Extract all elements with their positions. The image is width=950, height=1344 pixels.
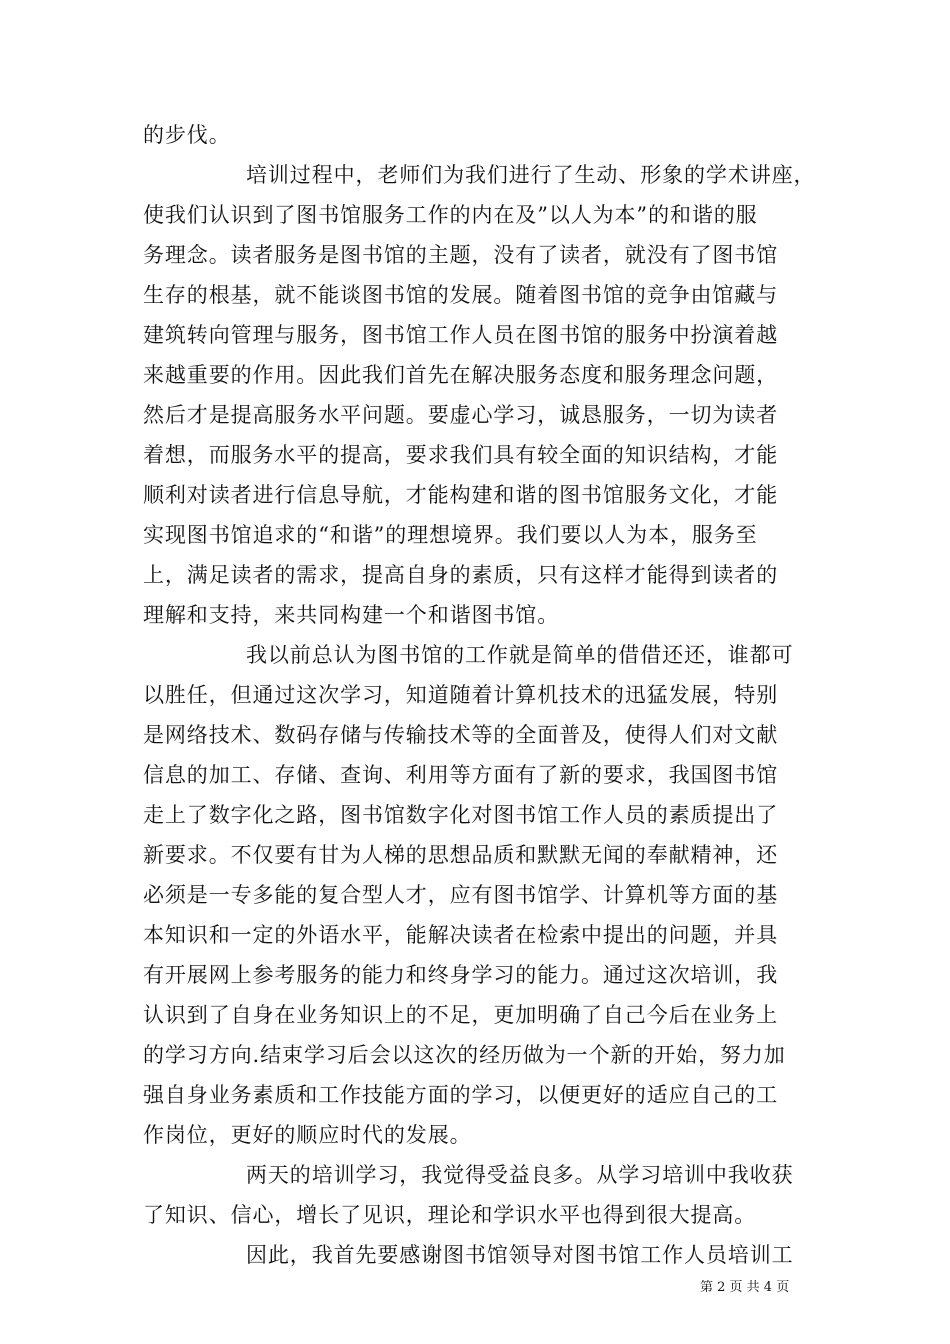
text-line: 必须是一专多能的复合型人才，应有图书馆学、计算机等方面的基 — [143, 883, 779, 907]
text-line: 是网络技术、数码存储与传输技术等的全面普及，使得人们对文献 — [143, 723, 779, 747]
page-number-footer: 第 2 页 共 4 页 — [700, 1280, 790, 1295]
text-line: 作岗位，更好的顺应时代的发展。 — [143, 1123, 472, 1147]
text-line: 务理念。读者服务是图书馆的主题，没有了读者，就没有了图书馆 — [143, 243, 779, 267]
paragraph-start: 因此，我首先要感谢图书馆领导对图书馆工作人员培训工 — [246, 1243, 794, 1267]
text-line: 强自身业务素质和工作技能方面的学习，以便更好的适应自己的工 — [143, 1083, 779, 1107]
text-line: 来越重要的作用。因此我们首先在解决服务态度和服务理念问题， — [143, 363, 779, 387]
text-line: 使我们认识到了图书馆服务工作的内在及”以人为本”的和谐的服 — [143, 203, 758, 227]
paragraph-start: 我以前总认为图书馆的工作就是简单的借借还还，谁都可 — [246, 643, 794, 667]
paragraph-start: 培训过程中，老师们为我们进行了生动、形象的学术讲座， — [246, 163, 816, 187]
text-line: 以胜任，但通过这次学习，知道随着计算机技术的迅猛发展，特别 — [143, 683, 779, 707]
text-line: 实现图书馆追求的“和谐”的理想境界。我们要以人为本，服务至 — [143, 523, 758, 547]
text-line: 了知识、信心，增长了见识，理论和学识水平也得到很大提高。 — [143, 1203, 757, 1227]
text-line: 顺利对读者进行信息导航，才能构建和谐的图书馆服务文化，才能 — [143, 483, 779, 507]
text-line: 建筑转向管理与服务，图书馆工作人员在图书馆的服务中扮演着越 — [143, 323, 779, 347]
text-line: 理解和支持，来共同构建一个和谐图书馆。 — [143, 603, 560, 627]
text-line: 本知识和一定的外语水平，能解决读者在检索中提出的问题，并具 — [143, 923, 779, 947]
text-line: 的学习方向.结束学习后会以这次的经历做为一个新的开始，努力加 — [143, 1043, 786, 1067]
paragraph-start: 两天的培训学习，我觉得受益良多。从学习培训中我收获 — [246, 1163, 794, 1187]
text-line: 有开展网上参考服务的能力和终身学习的能力。通过这次培训，我 — [143, 963, 779, 987]
text-line: 着想，而服务水平的提高，要求我们具有较全面的知识结构，才能 — [143, 443, 779, 467]
text-line: 上，满足读者的需求，提高自身的素质，只有这样才能得到读者的 — [143, 563, 779, 587]
text-line: 的步伐。 — [143, 123, 231, 147]
text-line: 生存的根基，就不能谈图书馆的发展。随着图书馆的竞争由馆藏与 — [143, 283, 779, 307]
text-line: 信息的加工、存储、查询、利用等方面有了新的要求，我国图书馆 — [143, 763, 779, 787]
text-line: 然后才是提高服务水平问题。要虚心学习，诚恳服务，一切为读者 — [143, 403, 779, 427]
text-line: 新要求。不仅要有甘为人梯的思想品质和默默无闻的奉献精神，还 — [143, 843, 779, 867]
text-line: 认识到了自身在业务知识上的不足，更加明确了自己今后在业务上 — [143, 1003, 779, 1027]
text-line: 走上了数字化之路，图书馆数字化对图书馆工作人员的素质提出了 — [143, 803, 779, 827]
